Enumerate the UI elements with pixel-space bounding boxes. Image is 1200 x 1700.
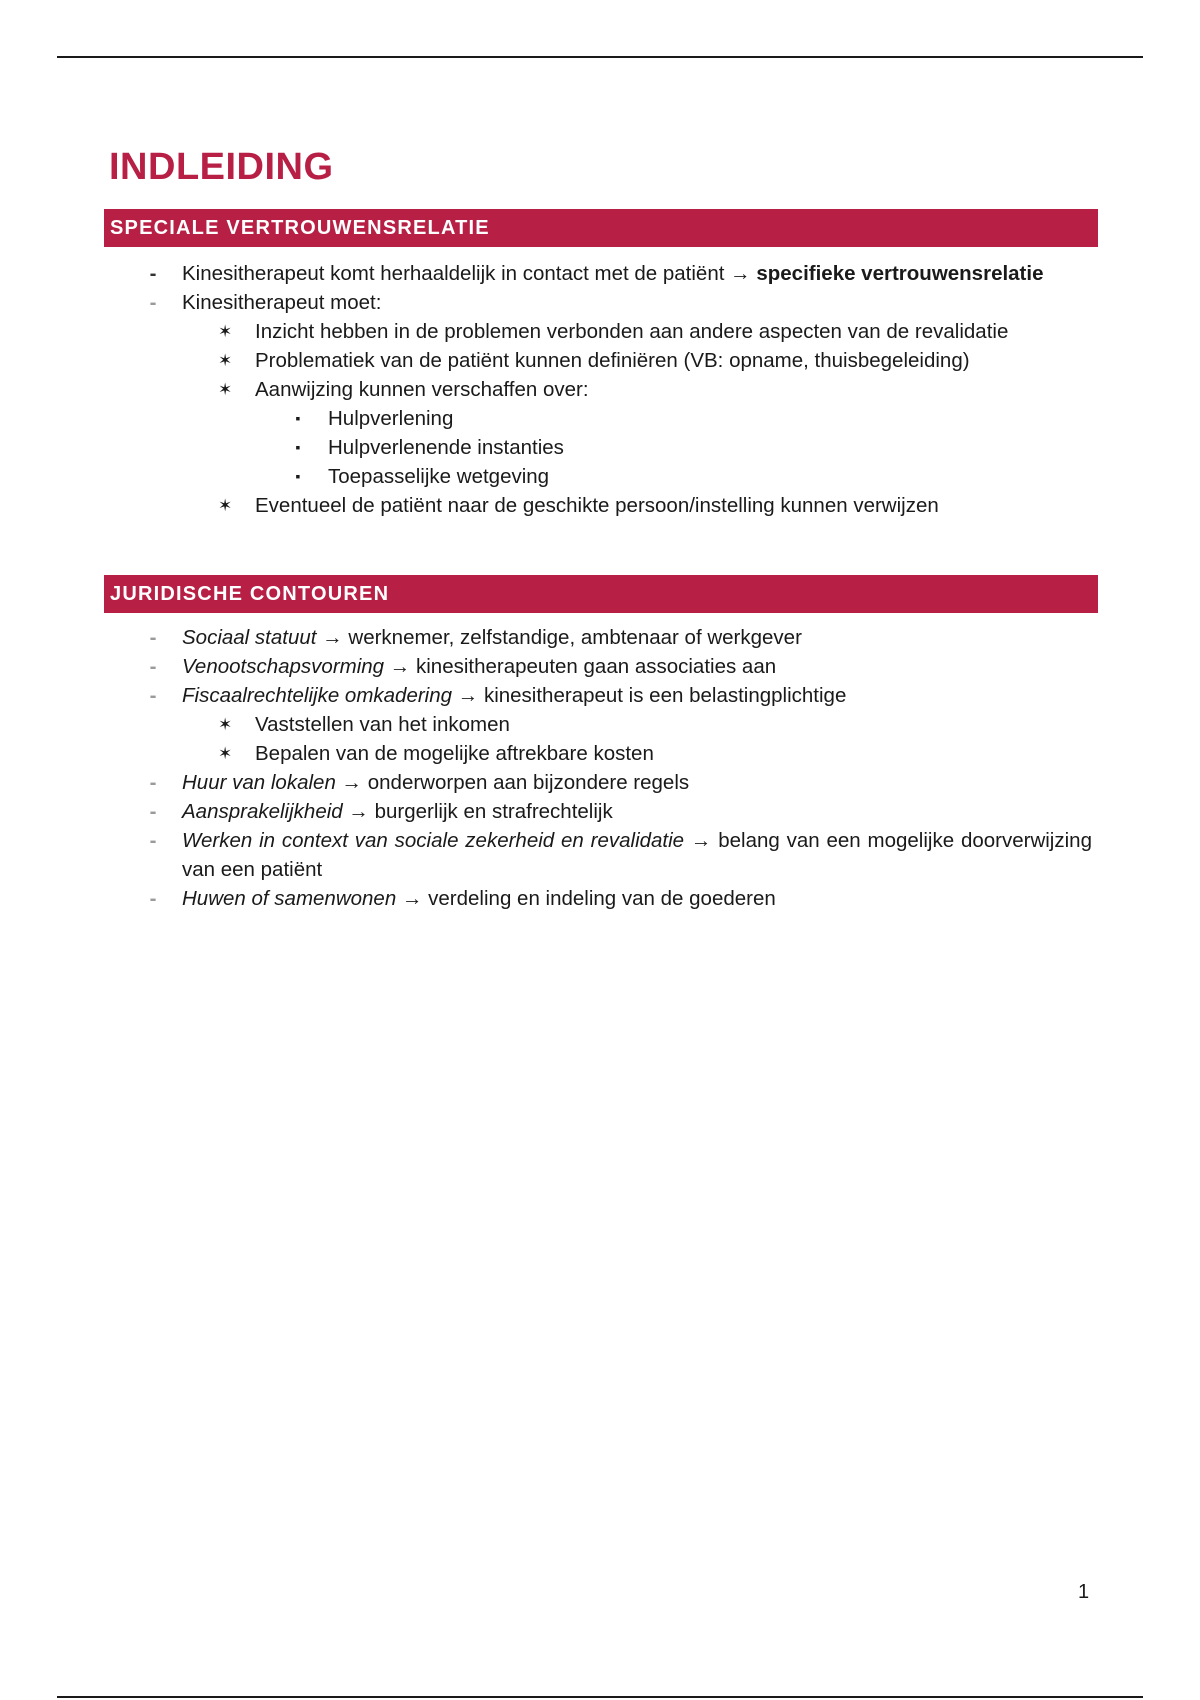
section-heading-juridische-contouren: JURIDISCHE CONTOUREN xyxy=(104,575,1098,613)
section-body-juridische-contouren xyxy=(0,623,1200,913)
page-bottom-rule xyxy=(57,1696,1143,1698)
list-item xyxy=(149,288,1092,317)
arrow-icon: → xyxy=(401,887,423,910)
item-text: Hulpverlenende instanties xyxy=(328,436,564,459)
arrow-icon: → xyxy=(322,626,343,649)
list-item xyxy=(149,884,1092,913)
sub-sub-list-item xyxy=(295,433,1092,462)
section-heading-speciale-vertrouwensrelatie: SPECIALE VERTROUWENSRELATIE xyxy=(104,209,1098,247)
square-bullet-icon: ▪ xyxy=(295,439,301,455)
dash-bullet: - xyxy=(149,262,157,285)
item-text: Problematiek van de patiënt kunnen definiëren (VB: opname, thuisbegeleiding) xyxy=(255,349,970,372)
sub-sub-list-item xyxy=(295,404,1092,433)
item-text: Hulpverlening xyxy=(328,407,454,430)
arrow-icon: → xyxy=(348,800,369,823)
list-item xyxy=(149,652,1092,681)
item-text: Kinesitherapeut moet: xyxy=(182,291,382,314)
item-emphasis: specifieke vertrouwensrelatie xyxy=(756,262,1044,285)
sub-sub-list-item xyxy=(295,462,1092,491)
list-item xyxy=(149,259,1092,288)
dash-bullet: - xyxy=(149,626,157,649)
item-text: belang van een mogelijke doorverwijzing van een patiënt xyxy=(182,829,1092,881)
sub-list-item xyxy=(218,346,1092,375)
star-bullet-icon: ✶ xyxy=(218,322,233,341)
star-bullet-icon: ✶ xyxy=(218,380,233,399)
dash-bullet: - xyxy=(149,684,157,707)
square-bullet-icon: ▪ xyxy=(295,468,301,484)
item-term: Aansprakelijkheid xyxy=(182,800,343,823)
list-item xyxy=(149,797,1092,826)
list-item xyxy=(149,681,1092,710)
item-text: verdeling en indeling van de goederen xyxy=(428,887,776,910)
item-term: Huwen of samenwonen xyxy=(182,887,397,910)
dash-bullet: - xyxy=(149,829,157,852)
dash-bullet: - xyxy=(149,800,157,823)
sub-list-item xyxy=(218,739,1092,768)
square-bullet-icon: ▪ xyxy=(295,410,301,426)
item-term: Werken in context van sociale zekerheid en revalidatie xyxy=(182,829,685,852)
item-text: burgerlijk en strafrechtelijk xyxy=(374,800,613,823)
item-text: Inzicht hebben in de problemen verbonden aan andere aspecten van de revalidatie xyxy=(255,320,1009,343)
item-text: Vaststellen van het inkomen xyxy=(255,713,510,736)
arrow-icon: → xyxy=(690,829,712,852)
item-text: werknemer, zelfstandige, ambtenaar of werkgever xyxy=(348,626,802,649)
star-bullet-icon: ✶ xyxy=(218,496,233,515)
sub-list-item xyxy=(218,491,1092,520)
item-term: Venootschapsvorming xyxy=(182,655,385,678)
sub-list-item xyxy=(218,375,1092,404)
star-bullet-icon: ✶ xyxy=(218,351,233,370)
dash-bullet: - xyxy=(149,887,157,910)
sub-list-item xyxy=(218,317,1092,346)
arrow-icon: → xyxy=(341,771,363,794)
item-term: Sociaal statuut xyxy=(182,626,317,649)
page-number: 1 xyxy=(1078,1581,1090,1603)
sub-list-item xyxy=(218,710,1092,739)
item-text: Kinesitherapeut komt herhaaldelijk in contact met de patiënt xyxy=(182,262,725,285)
arrow-icon: → xyxy=(730,262,751,285)
dash-bullet: - xyxy=(149,291,157,314)
item-text: Bepalen van de mogelijke aftrekbare kosten xyxy=(255,742,654,765)
star-bullet-icon: ✶ xyxy=(218,715,233,734)
star-bullet-icon: ✶ xyxy=(218,744,233,763)
item-text: Eventueel de patiënt naar de geschikte persoon/instelling kunnen verwijzen xyxy=(255,494,939,517)
item-text: kinesitherapeut is een belastingplichtige xyxy=(483,684,847,707)
item-text: Aanwijzing kunnen verschaffen over: xyxy=(255,378,589,401)
list-item xyxy=(149,623,1092,652)
item-text: kinesitherapeuten gaan associaties aan xyxy=(415,655,777,678)
dash-bullet: - xyxy=(149,771,157,794)
item-text: onderworpen aan bijzondere regels xyxy=(367,771,690,794)
list-item xyxy=(149,826,1092,884)
list-item xyxy=(149,768,1092,797)
page-title: INDLEIDING xyxy=(109,146,334,188)
arrow-icon: → xyxy=(389,655,411,678)
arrow-icon: → xyxy=(457,684,479,707)
item-term: Fiscaalrechtelijke omkadering xyxy=(182,684,453,707)
section-body-speciale-vertrouwensrelatie xyxy=(0,259,1200,520)
item-term: Huur van lokalen xyxy=(182,771,336,794)
item-text: Toepasselijke wetgeving xyxy=(328,465,550,488)
dash-bullet: - xyxy=(149,655,157,678)
page-top-rule xyxy=(57,56,1143,58)
